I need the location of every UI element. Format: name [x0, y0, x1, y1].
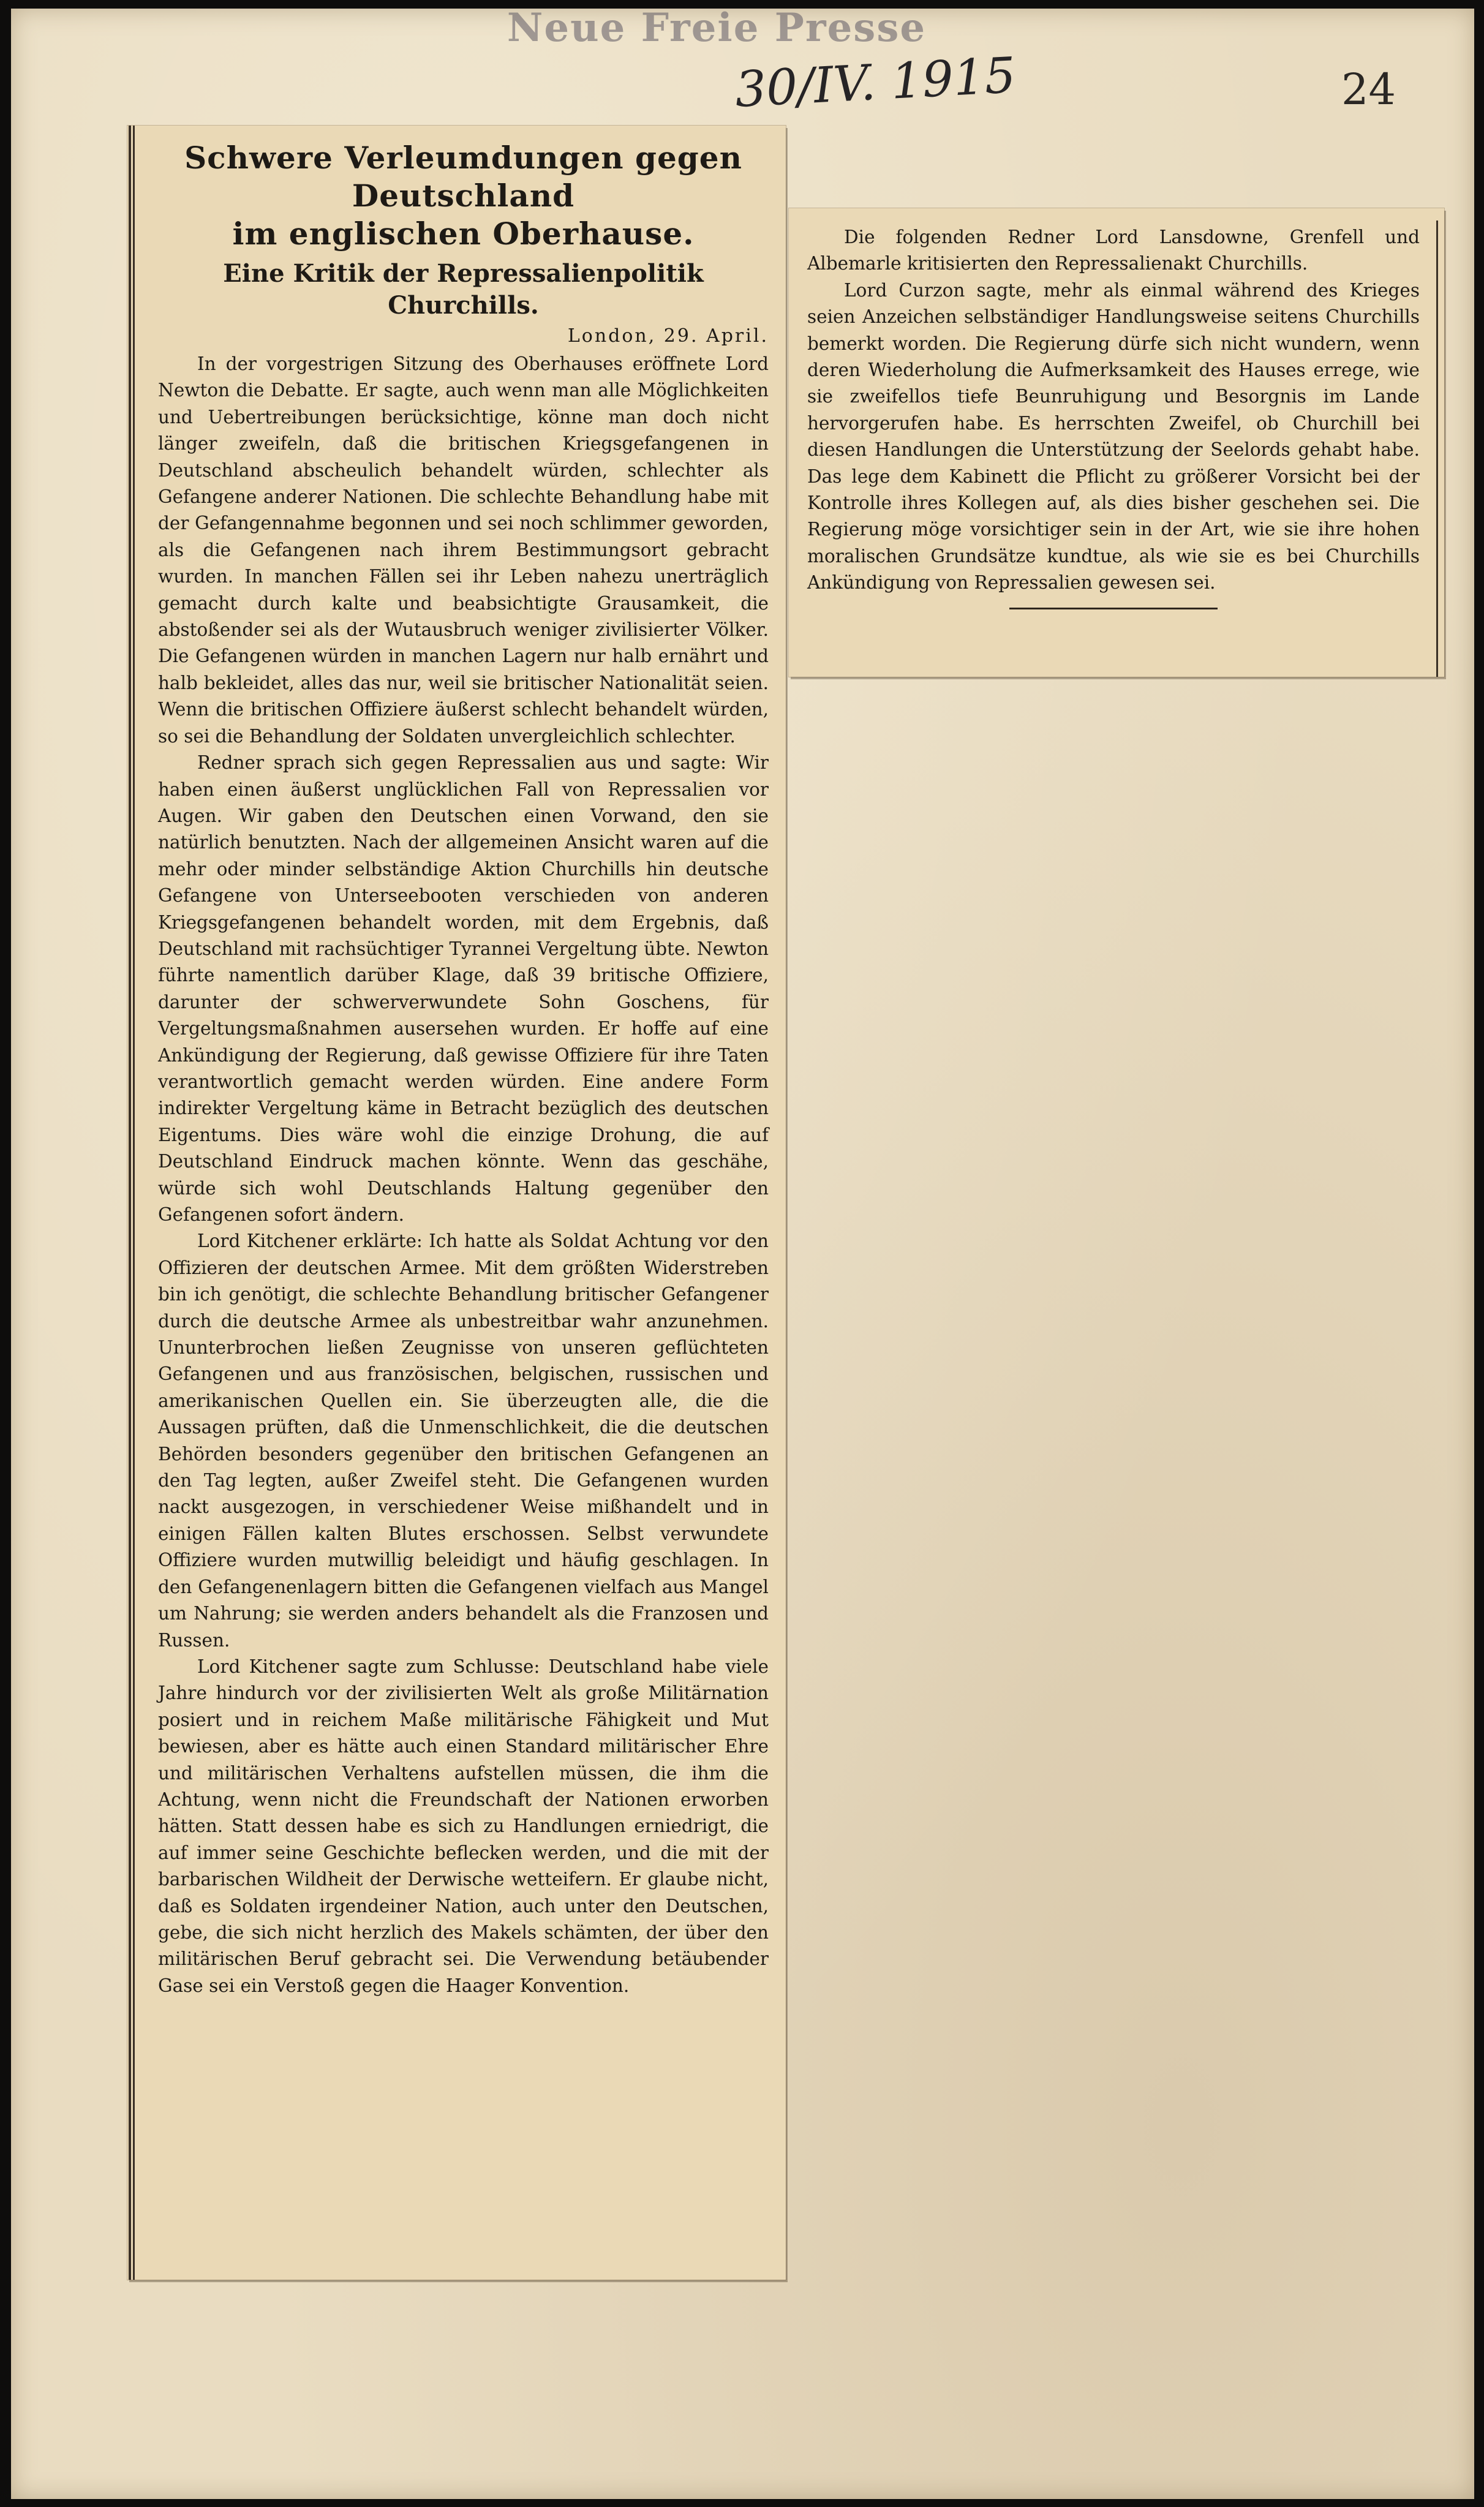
page-number: 24 [1341, 64, 1396, 115]
article-body [158, 351, 769, 1999]
continuation-paragraph: Lord Curzon sagte, mehr als einmal während des Krieges seien Anzeichen selbständiger Handlungsweise seitens Churchills bemerkt worden. Die Regierung dürfe sich nicht wundern, wenn deren Wiederholung die Aufmerksamkeit des Hauses errege, wie sie zweifellos tiefe Beunruhigung und Besorgnis im Lande hervorgerufen habe. Es herrschten Zweifel, ob Churchill bei diesen Handlungen die Unterstützung der Seelords gehabt habe. Das lege dem Kabinett die Pflicht zu größerer Vorsicht bei der Kontrolle ihres Kollegen auf, als dies bisher geschehen sei. Die Regierung möge vorsichtiger sein in der Art, wie sie ihre hohen moralischen Grundsätze kundtue, als wie sie es bei Churchills Ankündigung von Repressalien gewesen sei. [807, 279, 1420, 594]
column-rule [129, 126, 135, 2280]
article-paragraph: Redner sprach sich gegen Repressalien aus und sagte: Wir haben einen äußerst unglücklichen Fall von Repressalien vor Augen. Wir gaben den Deutschen einen Vorwand, den sie natürlich benutzten. Nach der allgemeinen Ansicht waren auf die mehr oder minder selbständige Aktion Churchills hin deutsche Gefangene von Unterseebooten verschieden von anderen Kriegsgefangenen behandelt worden, mit dem Ergebnis, daß Deutschland mit rachsüchtiger Tyrannei Vergeltung übte. Newton führte namentlich darüber Klage, daß 39 britische Offiziere, darunter der schwerverwundete Sohn Goschens, für Vergeltungsmaßnahmen ausersehen wurden. Er hoffe auf eine Ankündigung der Regierung, daß gewisse Offiziere für ihre Taten verantwortlich gemacht werden würden. Eine andere Form indirekter Vergeltung käme in Betracht bezüglich des deutschen Eigentums. Dies wäre wohl die einzige Drohung, die auf Deutschland Eindruck machen könnte. Wenn das geschähe, würde sich wohl Deutschlands Haltung gegenüber den Gefangenen sofort ändern. [158, 752, 769, 1225]
end-rule-divider [1009, 608, 1218, 609]
newspaper-stamp: Neue Freie Presse [507, 5, 927, 51]
continuation-clipping [789, 208, 1444, 677]
headline [158, 139, 769, 253]
continuation-body [807, 224, 1420, 597]
article-paragraph: In der vorgestrigen Sitzung des Oberhauses eröffnete Lord Newton die Debatte. Er sagte, auch wenn man alle Möglichkeiten und Uebertreibungen berücksichtige, könne man doch nicht länger zweifeln, daß die britischen Kriegsgefangenen in Deutschland abscheulich behandelt würden, schlechter als Gefangene anderer Nationen. Die schlechte Behandlung habe mit der Gefangennahme begonnen und sei noch schlimmer geworden, als die Gefangenen nach ihrem Bestimmungsort gebracht wurden. In manchen Fällen sei ihr Leben nahezu unerträglich gemacht durch kalte und beabsichtigte Grausamkeit, die abstoßender sei als der Wutausbruch weniger zivilisierter Völker. Die Gefangenen würden in manchen Lagern nur halb ernährt und halb bekleidet, alles das nur, weil sie britischer Nationalität seien. Wenn die britischen Offiziere äußerst schlecht behandelt würden, so sei die Behandlung der Soldaten unvergleichlich schlechter. [158, 353, 769, 747]
continuation-paragraph: Die folgenden Redner Lord Lansdowne, Grenfell und Albemarle kritisierten den Repressalienakt Churchills. [807, 227, 1420, 274]
handwritten-date: 30/IV. 1915 [733, 47, 1017, 118]
dateline: London, 29. April. [567, 325, 769, 347]
article-clipping [127, 126, 786, 2280]
article-paragraph: Lord Kitchener sagte zum Schlusse: Deutschland habe viele Jahre hindurch vor der zivilisierten Welt als große Militärnation posiert und in reichem Maße militärische Fähigkeit und Mut bewiesen, aber es hätte auch einen Standard militärischer Ehre und militärischen Verhaltens aufstellen müssen, die ihm die Achtung, wenn nicht die Freundschaft der Nationen erworben hätten. Statt dessen habe es sich zu Handlungen erniedrigt, die auf immer seine Geschichte beflecken werden, und die mit der barbarischen Wildheit der Derwische wetteifern. Er glaube nicht, daß es Soldaten irgendeiner Nation, auch unter den Deutschen, gebe, die sich nicht herzlich des Makels schämten, der über den militärischen Beruf gebracht sei. Die Verwendung betäubender Gase sei ein Verstoß gegen die Haager Konvention. [158, 1656, 769, 1996]
article-paragraph: Lord Kitchener erklärte: Ich hatte als Soldat Achtung vor den Offizieren der deutschen Armee. Mit dem größten Widerstreben bin ich genötigt, die schlechte Behandlung britischer Gefangener durch die deutsche Armee als unbestreitbar wahr anzunehmen. Ununterbrochen ließen Zeugnisse von unseren geflüchteten Gefangenen und aus französischen, belgischen, russischen und amerikanischen Quellen ein. Sie überzeugten alle, die die Aussagen prüften, daß die Unmenschlichkeit, die die deutschen Behörden besonders gegenüber den britischen Gefangenen an den Tag legten, außer Zweifel steht. Die Gefangenen wurden nackt ausgezogen, in verschiedener Weise mißhandelt und in einigen Fällen kalten Blutes erschossen. Selbst verwundete Offiziere wurden mutwillig beleidigt und häufig geschlagen. In den Gefangenenlagern bitten die Gefangenen vielfach aus Mangel um Nahrung; sie werden anders behandelt als die Franzosen und Russen. [158, 1231, 769, 1651]
subheadline: Eine Kritik der Repressalienpolitik Churchills. [223, 259, 704, 320]
headline-line-1: Schwere Verleumdungen gegen Deutschland [184, 140, 742, 214]
column-rule-right [1436, 221, 1440, 677]
headline-line-2: im englischen Oberhause. [232, 216, 695, 252]
